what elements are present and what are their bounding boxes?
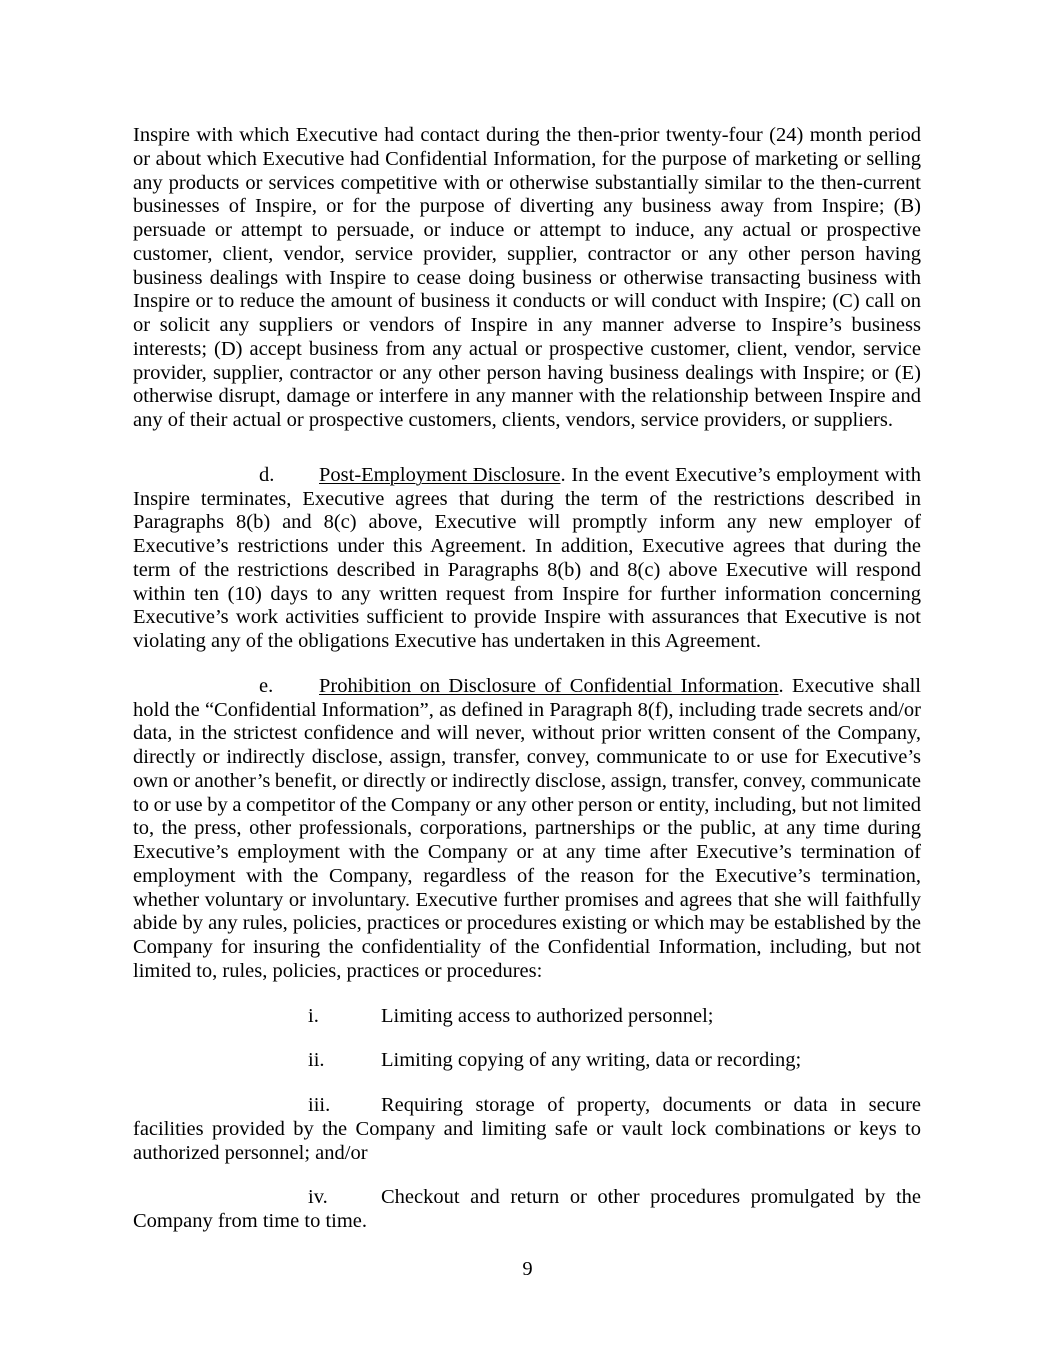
section-e-prohibition-on-disclosure [133, 675, 921, 984]
section-d-first-line-text: In the event Executive’s employment with [571, 463, 922, 486]
section-e-line: Executive’s employment with the Company or at any time after Executive’s termination of [133, 841, 921, 863]
procedure-item-ii [133, 1049, 921, 1073]
section-d-first-line [133, 464, 921, 488]
section-d-heading-period: . [560, 463, 566, 486]
continuation-line: Inspire with which Executive had contact during the then-prior twenty-four (24) month period [133, 124, 921, 146]
procedure-iii-first-line [133, 1094, 921, 1118]
section-e-first-line [133, 675, 921, 699]
section-e-line: whether voluntary or involuntary. Executive further promises and agrees that she will faithfully [133, 888, 921, 911]
section-e-line: to, the press, other professionals, corporations, partnerships or the public, at any time during [133, 817, 921, 840]
procedure-iii-label: iii. [308, 1094, 331, 1116]
continuation-line: or about which Executive had Confidential Information, for the purpose of marketing or selling [133, 147, 921, 170]
continuation-paragraph [133, 124, 921, 433]
procedure-i-text: Limiting access to authorized personnel; [381, 1004, 714, 1027]
section-e-heading: Prohibition on Disclosure of Confidential Information [319, 674, 779, 697]
section-d-post-employment-disclosure [133, 464, 921, 654]
procedure-ii-line [133, 1049, 921, 1073]
continuation-line: or solicit any suppliers or vendors of Inspire in any manner adverse to Inspire’s business [133, 314, 921, 336]
section-e-first-line-text: Executive shall [791, 674, 921, 697]
section-e-heading-period: . [778, 674, 784, 697]
document-body [133, 124, 921, 1234]
section-d-line: Paragraphs 8(b) and 8(c) above, Executive will promptly inform any new employer of [133, 511, 921, 534]
section-e-line: Company for insuring the confidentiality of the Confidential Information, including, but not [133, 936, 921, 958]
continuation-line: businesses of Inspire, or for the purpose of diverting any business away from Inspire; (B) [133, 195, 921, 218]
section-e-line: employment with the Company, regardless of the reason for the Executive’s termination, [133, 864, 921, 887]
section-d-label: d. [259, 463, 275, 486]
section-d-line: violating any of the obligations Executive has undertaken in this Agreement. [133, 630, 761, 652]
section-d-line: within ten (10) days to any written request from Inspire for further information concerning [133, 582, 921, 605]
section-e-line: to or use by a competitor of the Company or any other person or entity, including, but not limited [133, 793, 921, 816]
procedure-iv-text: Checkout and return or other procedures promulgated by the [381, 1186, 921, 1209]
procedure-i-line [133, 1005, 921, 1029]
section-d-line: Executive’s work activities sufficient to provide Inspire with assurances that Executive is not [133, 606, 921, 629]
section-e-line: own or another’s benefit, or directly or indirectly disclose, assign, transfer, convey, communicate [133, 769, 921, 792]
continuation-line: any products or services competitive with or otherwise substantially similar to the then-current [133, 171, 921, 194]
procedure-iii-line: facilities provided by the Company and limiting safe or vault lock combinations or keys to [133, 1117, 921, 1140]
section-d-line: Executive’s restrictions under this Agreement. In addition, Executive agrees that during the [133, 535, 921, 557]
continuation-line: Inspire or to reduce the amount of business it conducts or will conduct with Inspire; (C) call on [133, 290, 921, 313]
continuation-line: business dealings with Inspire to cease doing business or otherwise transacting business with [133, 266, 921, 289]
section-d-line: Inspire terminates, Executive agrees that during the term of the restrictions described in [133, 487, 921, 510]
procedure-iv-line: Company from time to time. [133, 1210, 368, 1232]
section-e-label: e. [259, 674, 274, 697]
procedure-item-i [133, 1005, 921, 1029]
continuation-line: customer, client, vendor, service provider, supplier, contractor or any other person having [133, 242, 921, 265]
procedure-iv-label: iv. [308, 1186, 328, 1209]
procedure-ii-label: ii. [308, 1049, 325, 1072]
continuation-line: provider, supplier, contractor or any other person having business dealings with Inspire; or (E) [133, 361, 921, 384]
page-number: 9 [522, 1258, 533, 1280]
procedure-iii-text: Requiring storage of property, documents or data in secure [381, 1094, 921, 1116]
procedure-item-iii [133, 1094, 921, 1165]
section-d-line: term of the restrictions described in Paragraphs 8(b) and 8(c) above Executive will respond [133, 558, 921, 581]
section-e-line: data, in the strictest confidence and will never, without prior written consent of the Company, [133, 722, 921, 745]
section-e-line: abide by any rules, policies, practices or procedures existing or which may be established by the [133, 912, 921, 935]
procedure-iii-line: authorized personnel; and/or [133, 1141, 368, 1164]
continuation-line: any of their actual or prospective customers, clients, vendors, service providers, or suppliers. [133, 409, 893, 431]
procedure-ii-text: Limiting copying of any writing, data or recording; [381, 1049, 802, 1072]
section-e-line: limited to, rules, policies, practices or procedures: [133, 959, 543, 982]
section-e-line: directly or indirectly disclose, assign, transfer, convey, communicate to or use for Executive’s [133, 746, 921, 768]
procedure-item-iv [133, 1186, 921, 1234]
continuation-line: persuade or attempt to persuade, or induce or attempt to induce, any actual or prospective [133, 219, 921, 241]
section-e-line: hold the “Confidential Information”, as defined in Paragraph 8(f), including trade secrets and/or [133, 698, 921, 721]
section-d-heading: Post-Employment Disclosure [319, 463, 561, 486]
procedure-iv-first-line [133, 1186, 921, 1210]
procedure-i-label: i. [308, 1004, 319, 1027]
continuation-line: otherwise disrupt, damage or interfere in any manner with the relationship between Inspire and [133, 385, 921, 408]
continuation-line: interests; (D) accept business from any actual or prospective customer, client, vendor, service [133, 337, 921, 360]
